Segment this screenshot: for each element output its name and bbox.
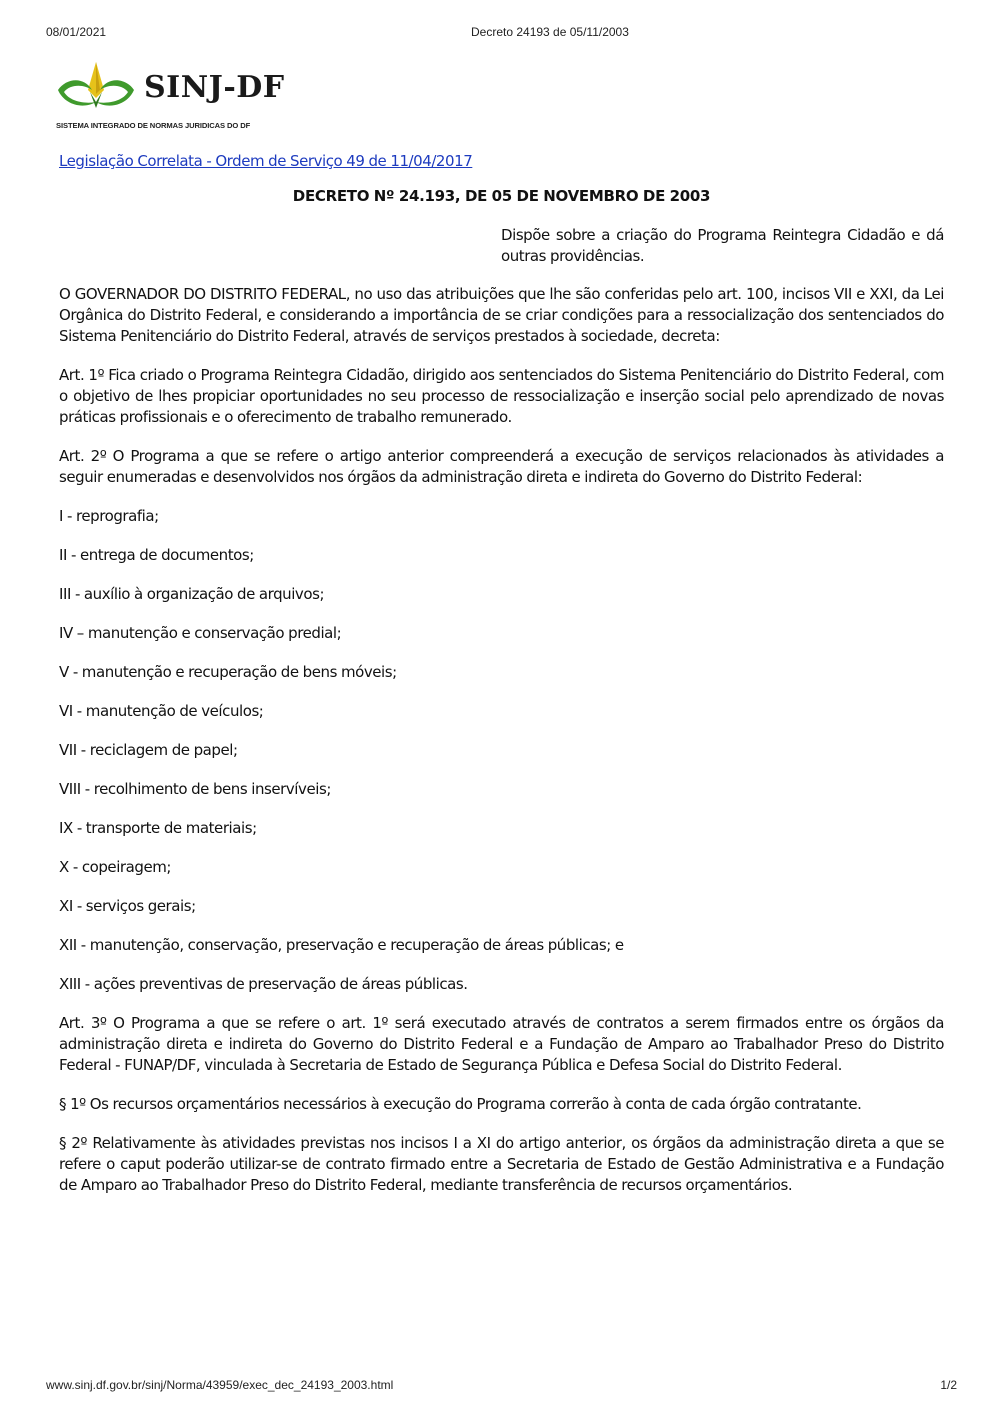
decree-title: DECRETO Nº 24.193, DE 05 DE NOVEMBRO DE 2003 (292, 187, 711, 205)
list-item: IX - transporte de materiais; (59, 819, 257, 837)
footer-url: www.sinj.df.gov.br/sinj/Norma/43959/exec_dec_24193_2003.html (46, 1378, 394, 1392)
list-item: XIII - ações preventivas de preservação de áreas públicas. (59, 975, 468, 993)
article-2: Art. 2º O Programa a que se refere o artigo anterior compreenderá a execução de serviços relacionados às atividades a seguir enumeradas e desenvolvidos nos órgãos da administração direta e indireta do Governo do Distrito Federal: (59, 447, 944, 486)
list-item: VII - reciclagem de papel; (59, 741, 238, 759)
sinj-df-logo (56, 58, 316, 136)
list-item: III - auxílio à organização de arquivos; (59, 585, 325, 603)
paragraph-2: § 2º Relativamente às atividades previstas nos incisos I a XI do artigo anterior, os órgãos da administração direta a que se refere o caput poderão utilizar-se de contrato firmado entre a Secretaria de Estado de Gestão Administrativa e a Fundação de Amparo ao Trabalhador Preso do Distrito Federal, mediante transferência de recursos orçamentários. (59, 1134, 944, 1194)
page-number: 1/2 (940, 1378, 957, 1392)
list-item: II - entrega de documentos; (59, 546, 254, 564)
article-3: Art. 3º O Programa a que se refere o art. 1º será executado através de contratos a serem firmados entre os órgãos da administração direta e indireta do Governo do Distrito Federal e a Fundação de Amparo ao Trabalhador Preso do Distrito Federal - FUNAP/DF, vinculada à Secretaria de Estado de Segurança Pública e Defesa Social do Distrito Federal. (59, 1014, 944, 1074)
article-1: Art. 1º Fica criado o Programa Reintegra Cidadão, dirigido aos sentenciados do Sistema Penitenciário do Distrito Federal, com o objetivo de lhes propiciar oportunidades no seu processo de ressocialização e inserção social pelo aprendizado de novas práticas profissionais e o oferecimento de trabalho remunerado. (59, 366, 944, 426)
paragraph-1: § 1º Os recursos orçamentários necessários à execução do Programa correrão à conta de cada órgão contratante. (59, 1095, 862, 1113)
list-item: VIII - recolhimento de bens inservíveis; (59, 780, 331, 798)
list-item: XI - serviços gerais; (59, 897, 196, 915)
list-item: IV – manutenção e conservação predial; (59, 624, 342, 642)
related-legislation-link[interactable]: Legislação Correlata - Ordem de Serviço 49 de 11/04/2017 (59, 152, 473, 170)
list-item: X - copeiragem; (59, 858, 171, 876)
list-item: VI - manutenção de veículos; (59, 702, 264, 720)
document-body (59, 151, 944, 1214)
decree-summary: Dispõe sobre a criação do Programa Reintegra Cidadão e dá outras providências. (501, 226, 944, 265)
print-title: Decreto 24193 de 05/11/2003 (471, 25, 629, 39)
logo-subtitle: SISTEMA INTEGRADO DE NORMAS JURIDICAS DO DF (56, 121, 251, 130)
list-item: I - reprografia; (59, 507, 159, 525)
logo-name: SINJ-DF (144, 70, 285, 105)
list-item: V - manutenção e recuperação de bens móveis; (59, 663, 397, 681)
sinj-logo-icon (56, 58, 136, 120)
print-date: 08/01/2021 (46, 25, 107, 39)
preamble: O GOVERNADOR DO DISTRITO FEDERAL, no uso das atribuições que lhe são conferidas pelo art. 100, incisos VII e XXI, da Lei Orgânica do Distrito Federal, e considerando a importância de se criar condições para a ressocialização dos sentenciados do Sistema Penitenciário do Distrito Federal, através de serviços prestados à sociedade, decreta: (59, 285, 944, 345)
list-item: XII - manutenção, conservação, preservação e recuperação de áreas públicas; e (59, 936, 624, 954)
